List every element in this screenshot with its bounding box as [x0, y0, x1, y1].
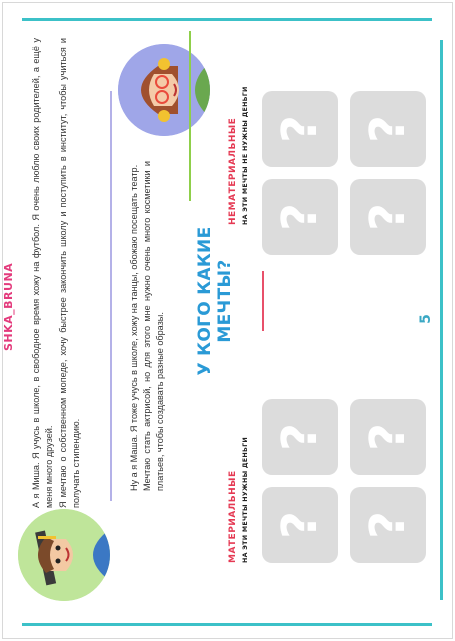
material-sublabel: НА ЭТИ МЕЧТЫ НУЖНЫ ДЕНЬГИ — [242, 437, 249, 563]
question-mark-icon: ? — [360, 423, 416, 451]
misha-line-1: А я Миша. Я учусь в школе, в свободное время хожу на футбол. Я очень люблю своих родителей, а ещё у меня много друзей. — [31, 38, 54, 508]
boy-graduate-icon — [18, 509, 110, 601]
masha-dialog — [128, 161, 167, 491]
nonmaterial-card-4[interactable] — [350, 91, 426, 167]
page-title: У КОГО КАКИЕ МЕЧТЫ? — [195, 226, 235, 376]
material-card-1[interactable] — [262, 487, 338, 563]
misha-dialog — [30, 38, 84, 508]
nonmaterial-card-3[interactable] — [262, 91, 338, 167]
nonmaterial-sublabel: НА ЭТИ МЕЧТЫ НЕ НУЖНЫ ДЕНЬГИ — [242, 86, 249, 225]
brand-logo: SHKA_BRUNA — [2, 262, 15, 351]
material-label: МАТЕРИАЛЬНЫЕ — [228, 470, 238, 563]
nonmaterial-label: НЕМАТЕРИАЛЬНЫЕ — [228, 117, 238, 225]
masha-line-2: Мечтаю стать актрисой, но для этого мне нужно очень много косметики и платьев, чтобы создавать разные образы. — [142, 161, 165, 491]
masha-avatar — [118, 44, 210, 136]
divider-purple — [110, 91, 112, 501]
question-mark-icon: ? — [272, 115, 328, 143]
page-number: 5 — [418, 314, 434, 324]
divider-green — [189, 31, 191, 201]
girl-glasses-icon — [118, 44, 210, 136]
question-mark-icon: ? — [360, 203, 416, 231]
category-divider — [262, 271, 264, 331]
masha-line-1: Ну а я Маша. Я тоже учусь в школе, хожу на танцы, обожаю посещать театр. — [129, 164, 139, 491]
question-mark-icon: ? — [272, 423, 328, 451]
material-card-2[interactable] — [350, 487, 426, 563]
question-mark-icon: ? — [360, 511, 416, 539]
material-card-3[interactable] — [262, 399, 338, 475]
question-mark-icon: ? — [272, 511, 328, 539]
material-card-4[interactable] — [350, 399, 426, 475]
misha-avatar — [18, 509, 110, 601]
question-mark-icon: ? — [272, 203, 328, 231]
nonmaterial-card-2[interactable] — [350, 179, 426, 255]
misha-line-2: Я мечтаю о собственном мопеде, хочу быстрее закончить школу и поступить в институт, чтобы учиться и получать стипендию. — [58, 38, 81, 508]
question-mark-icon: ? — [360, 115, 416, 143]
nonmaterial-card-1[interactable] — [262, 179, 338, 255]
